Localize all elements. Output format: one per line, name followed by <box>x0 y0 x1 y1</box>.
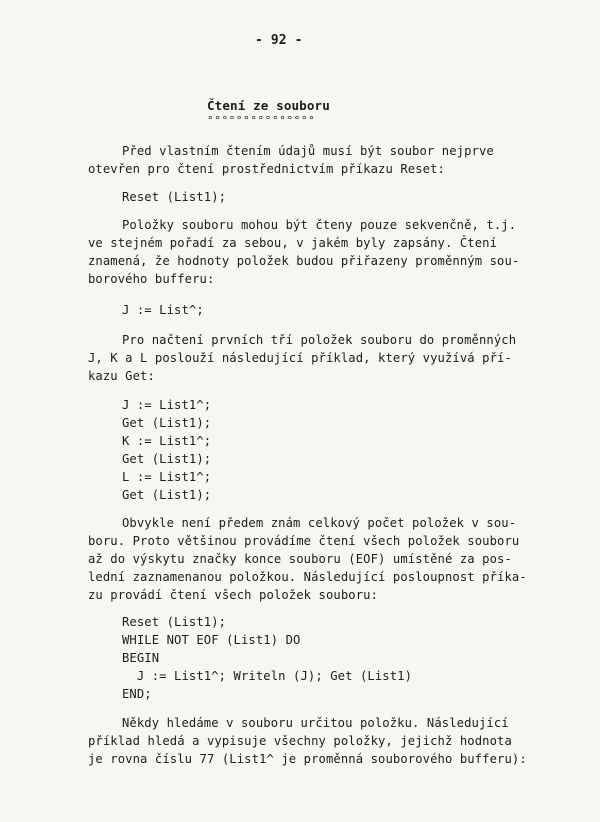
code-line: Get (List1); <box>122 416 212 430</box>
code-line: Reset (List1); <box>122 190 227 204</box>
paragraph-line: znamená, že hodnoty položek budou přiřazeny proměnným sou- <box>88 254 520 268</box>
paragraph-line: lední zaznamenanou položkou. Následující posloupnost příka- <box>88 570 527 584</box>
paragraph-line: Obvykle není předem znám celkový počet položek v sou- <box>122 516 517 530</box>
paragraph-line: je rovna číslu 77 (List1^ je proměnná souborového bufferu): <box>88 752 527 766</box>
code-line: L := List1^; <box>122 470 212 484</box>
paragraph-line: Položky souboru mohou být čteny pouze sekvenčně, t.j. <box>122 218 517 232</box>
code-line: J := List1^; Writeln (J); Get (List1) <box>122 669 413 683</box>
code-line: Reset (List1); <box>122 615 227 629</box>
code-line: WHILE NOT EOF (List1) DO <box>122 633 301 647</box>
code-line: BEGIN <box>122 651 160 665</box>
paragraph-line: příklad hledá a vypisuje všechny položky, jejichž hodnota <box>88 734 512 748</box>
paragraph-line: zu provádí čtení všech položek souboru: <box>88 588 379 602</box>
heading-underline: °°°°°°°°°°°°°°° <box>207 114 316 127</box>
code-line: END; <box>122 687 152 701</box>
paragraph-line: kazu Get: <box>88 369 155 383</box>
code-line: J := List1^; <box>122 398 212 412</box>
section-heading: Čtení ze souboru <box>207 98 330 113</box>
paragraph-line: J, K a L poslouží následující příklad, který využívá pří- <box>88 351 512 365</box>
paragraph-line: ve stejném pořadí za sebou, v jakém byly zapsány. Čtení <box>88 236 498 250</box>
code-line: Get (List1); <box>122 452 212 466</box>
paragraph-line: Někdy hledáme v souboru určitou položku. Následující <box>122 716 509 730</box>
page-number: - 92 - <box>255 33 303 48</box>
paragraph-line: boru. Proto většinou provádíme čtení všech položek souboru <box>88 534 520 548</box>
paragraph-line: Pro načtení prvních tří položek souboru do proměnných <box>122 333 517 347</box>
paragraph-line: Před vlastním čtením údajů musí být soubor nejprve <box>122 144 494 158</box>
code-line: Get (List1); <box>122 488 212 502</box>
code-line: J := List^; <box>122 303 204 317</box>
paragraph-line: borového bufferu: <box>88 272 215 286</box>
paragraph-line: otevřen pro čtení prostřednictvím příkazu Reset: <box>88 162 445 176</box>
paragraph-line: až do výskytu značky konce souboru (EOF) umístěné za pos- <box>88 552 512 566</box>
code-line: K := List1^; <box>122 434 212 448</box>
